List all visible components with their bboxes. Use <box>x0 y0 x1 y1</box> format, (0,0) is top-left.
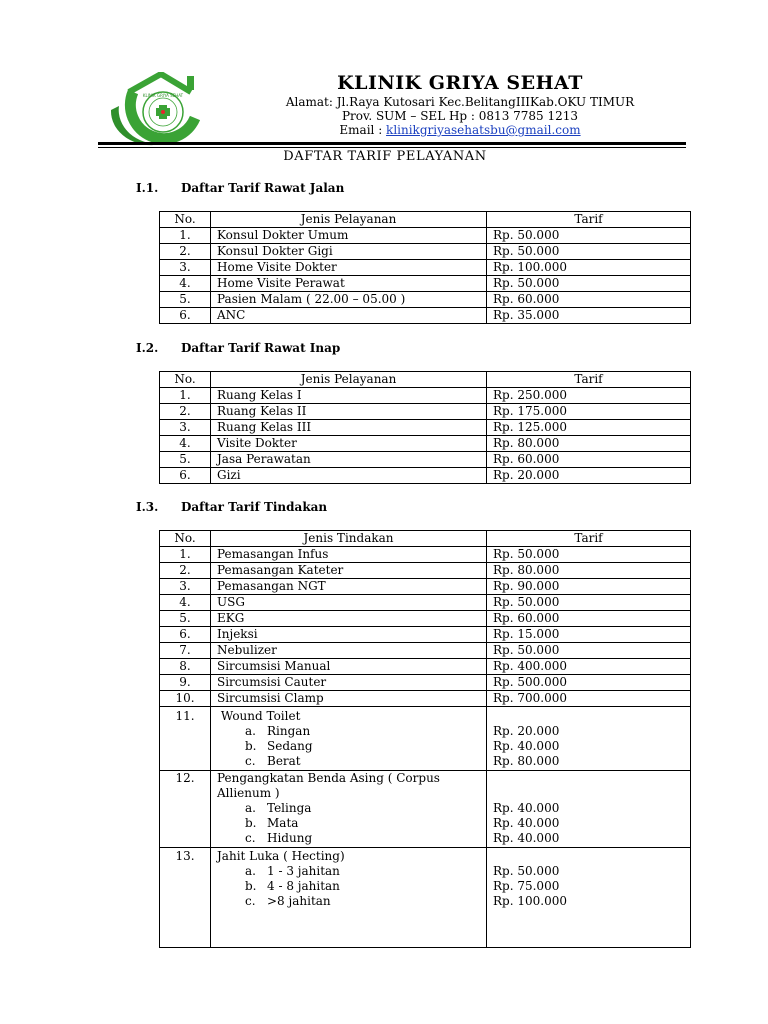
sub-item-tarif: Rp. 75.000 <box>493 879 560 893</box>
table-header-row: No. Jenis Pelayanan Tarif <box>160 212 691 228</box>
table-row: 3. Ruang Kelas III Rp. 125.000 <box>160 420 691 436</box>
table-row: 9. Sircumsisi Cauter Rp. 500.000 <box>160 675 691 691</box>
svg-text:KLINIK GRIYA SEHAT: KLINIK GRIYA SEHAT <box>142 93 184 98</box>
table-tindakan <box>159 530 691 948</box>
table-row: 2. Ruang Kelas II Rp. 175.000 <box>160 404 691 420</box>
table-rawat-inap <box>159 371 691 484</box>
table-row: 1. Konsul Dokter Umum Rp. 50.000 <box>160 228 691 244</box>
section-heading-rawat-jalan: I.1. Daftar Tarif Rawat Jalan <box>136 181 345 195</box>
email-label: Email : <box>339 123 387 137</box>
table-row: 1. Pemasangan Infus Rp. 50.000 <box>160 547 691 563</box>
table-row: 3. Home Visite Dokter Rp. 100.000 <box>160 260 691 276</box>
sub-item-tarif: Rp. 40.000 <box>493 831 560 845</box>
table-row: 3. Pemasangan NGT Rp. 90.000 <box>160 579 691 595</box>
table-row: 6. Injeksi Rp. 15.000 <box>160 627 691 643</box>
table-row: 6. ANC Rp. 35.000 <box>160 308 691 324</box>
sub-item: c. >8 jahitan <box>245 894 331 908</box>
table-row: 1. Ruang Kelas I Rp. 250.000 <box>160 388 691 404</box>
sub-item-tarif: Rp. 40.000 <box>493 816 560 830</box>
table-group-row-jahit-luka: 13. Jahit Luka ( Hecting) a. 1 - 3 jahitan b. 4 - 8 jahitan c. >8 jahitan Rp. 50.000 Rp. 75.000 Rp. 100.000 <box>160 848 691 948</box>
table-row: 4. Home Visite Perawat Rp. 50.000 <box>160 276 691 292</box>
table-rawat-jalan <box>159 211 691 324</box>
table-row: 2. Pemasangan Kateter Rp. 80.000 <box>160 563 691 579</box>
table-row: 5. EKG Rp. 60.000 <box>160 611 691 627</box>
section-heading-rawat-inap: I.2. Daftar Tarif Rawat Inap <box>136 341 341 355</box>
clinic-name: KLINIK GRIYA SEHAT <box>337 72 583 94</box>
clinic-address: Alamat: Jl.Raya Kutosari Kec.BelitangIIIKab.OKU TIMUR <box>285 95 635 109</box>
table-header-row: No. Jenis Pelayanan Tarif <box>160 372 691 388</box>
header-rule-thick <box>98 142 686 145</box>
section-heading-tindakan: I.3. Daftar Tarif Tindakan <box>136 500 328 514</box>
sub-item-tarif: Rp. 40.000 <box>493 801 560 815</box>
table-group-row-benda-asing: 12. Pengangkatan Benda Asing ( Corpus Allienum ) a. Telinga b. Mata c. Hidung Rp. 40.000 Rp. 40.000 Rp. 40.000 <box>160 771 691 848</box>
sub-item: a. 1 - 3 jahitan <box>245 864 340 878</box>
sub-item: a. Telinga <box>245 801 312 815</box>
document-title: DAFTAR TARIF PELAYANAN <box>283 149 487 164</box>
table-group-row-wound-toilet: 11. Wound Toilet a. Ringan b. Sedang c. Berat Rp. 20.000 Rp. 40.000 Rp. 80.000 <box>160 707 691 771</box>
table-row: 6. Gizi Rp. 20.000 <box>160 468 691 484</box>
table-row: 8. Sircumsisi Manual Rp. 400.000 <box>160 659 691 675</box>
clinic-email-line <box>250 123 670 137</box>
table-row: 7. Nebulizer Rp. 50.000 <box>160 643 691 659</box>
table-row: 5. Pasien Malam ( 22.00 – 05.00 ) Rp. 60.000 <box>160 292 691 308</box>
table-row: 4. Visite Dokter Rp. 80.000 <box>160 436 691 452</box>
sub-item-tarif: Rp. 20.000 <box>493 724 560 738</box>
sub-item: b. Mata <box>245 816 299 830</box>
sub-item: a. Ringan <box>245 724 311 738</box>
sub-item-tarif: Rp. 80.000 <box>493 754 560 768</box>
sub-item: b. Sedang <box>245 739 313 753</box>
table-row: 4. USG Rp. 50.000 <box>160 595 691 611</box>
table-row: 10. Sircumsisi Clamp Rp. 700.000 <box>160 691 691 707</box>
sub-item: c. Hidung <box>245 831 313 845</box>
clinic-logo <box>103 72 213 148</box>
sub-item-tarif: Rp. 50.000 <box>493 864 560 878</box>
table-row: 2. Konsul Dokter Gigi Rp. 50.000 <box>160 244 691 260</box>
sub-item: c. Berat <box>245 754 301 768</box>
clinic-province-phone: Prov. SUM – SEL Hp : 0813 7785 1213 <box>341 109 579 123</box>
table-row: 5. Jasa Perawatan Rp. 60.000 <box>160 452 691 468</box>
sub-item: b. 4 - 8 jahitan <box>245 879 340 893</box>
table-header-row: No. Jenis Tindakan Tarif <box>160 531 691 547</box>
sub-item-tarif: Rp. 100.000 <box>493 894 567 908</box>
email-link[interactable]: klinikgriyasehatsbu@gmail.com <box>386 123 581 137</box>
header-rule-thin <box>98 147 686 148</box>
sub-item-tarif: Rp. 40.000 <box>493 739 560 753</box>
